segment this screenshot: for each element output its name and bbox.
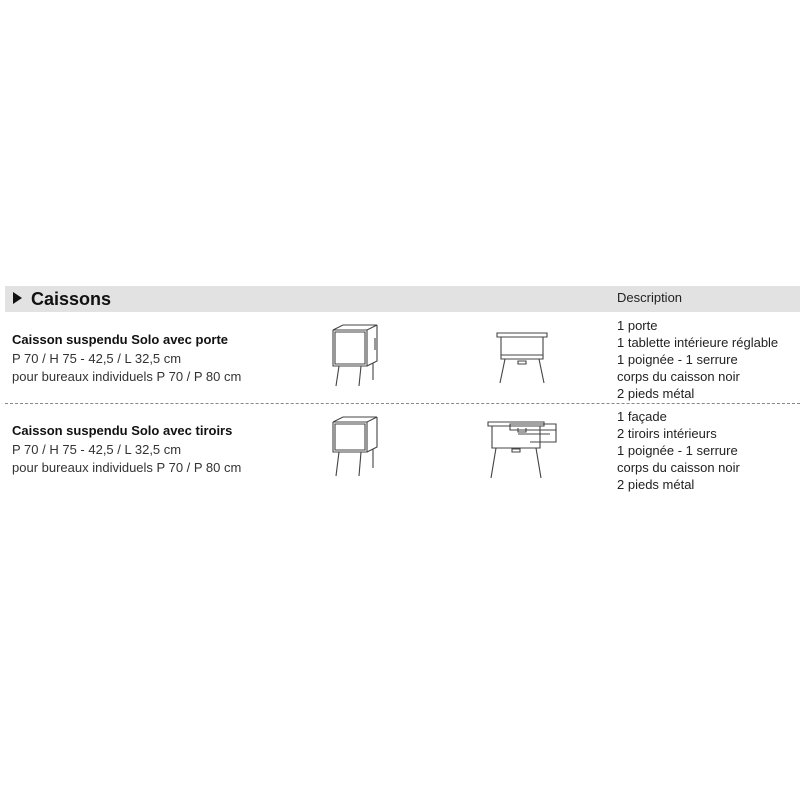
item-dimensions: P 70 / H 75 - 42,5 / L 32,5 cm [12, 351, 182, 366]
description-line: 1 poignée - 1 serrure [617, 352, 738, 367]
item-usage: pour bureaux individuels P 70 / P 80 cm [12, 460, 242, 475]
description-line: corps du caisson noir [617, 460, 740, 475]
caisson-drawers-perspective-drawing [325, 412, 385, 484]
item-title: Caisson suspendu Solo avec porte [12, 332, 228, 347]
description-line: 1 façade [617, 409, 667, 424]
row-divider [5, 403, 800, 404]
description-line: 2 tiroirs intérieurs [617, 426, 717, 441]
description-line: corps du caisson noir [617, 369, 740, 384]
item-title: Caisson suspendu Solo avec tiroirs [12, 423, 233, 438]
expand-arrow-icon[interactable] [13, 292, 22, 304]
description-line: 1 porte [617, 318, 658, 333]
item-description-list [617, 317, 800, 402]
caisson-door-front-drawing [492, 325, 552, 387]
description-column-header: Description [617, 290, 683, 305]
section-title: Caissons [31, 289, 112, 309]
description-line: 1 poignée - 1 serrure [617, 443, 738, 458]
caisson-drawers-front-drawing [484, 416, 564, 482]
caisson-door-perspective-drawing [325, 320, 385, 392]
item-description-list [617, 408, 800, 493]
item-usage: pour bureaux individuels P 70 / P 80 cm [12, 369, 242, 384]
description-line: 2 pieds métal [617, 386, 695, 401]
description-line: 1 tablette intérieure réglable [617, 335, 779, 350]
description-line: 2 pieds métal [617, 477, 695, 492]
item-dimensions: P 70 / H 75 - 42,5 / L 32,5 cm [12, 442, 182, 457]
